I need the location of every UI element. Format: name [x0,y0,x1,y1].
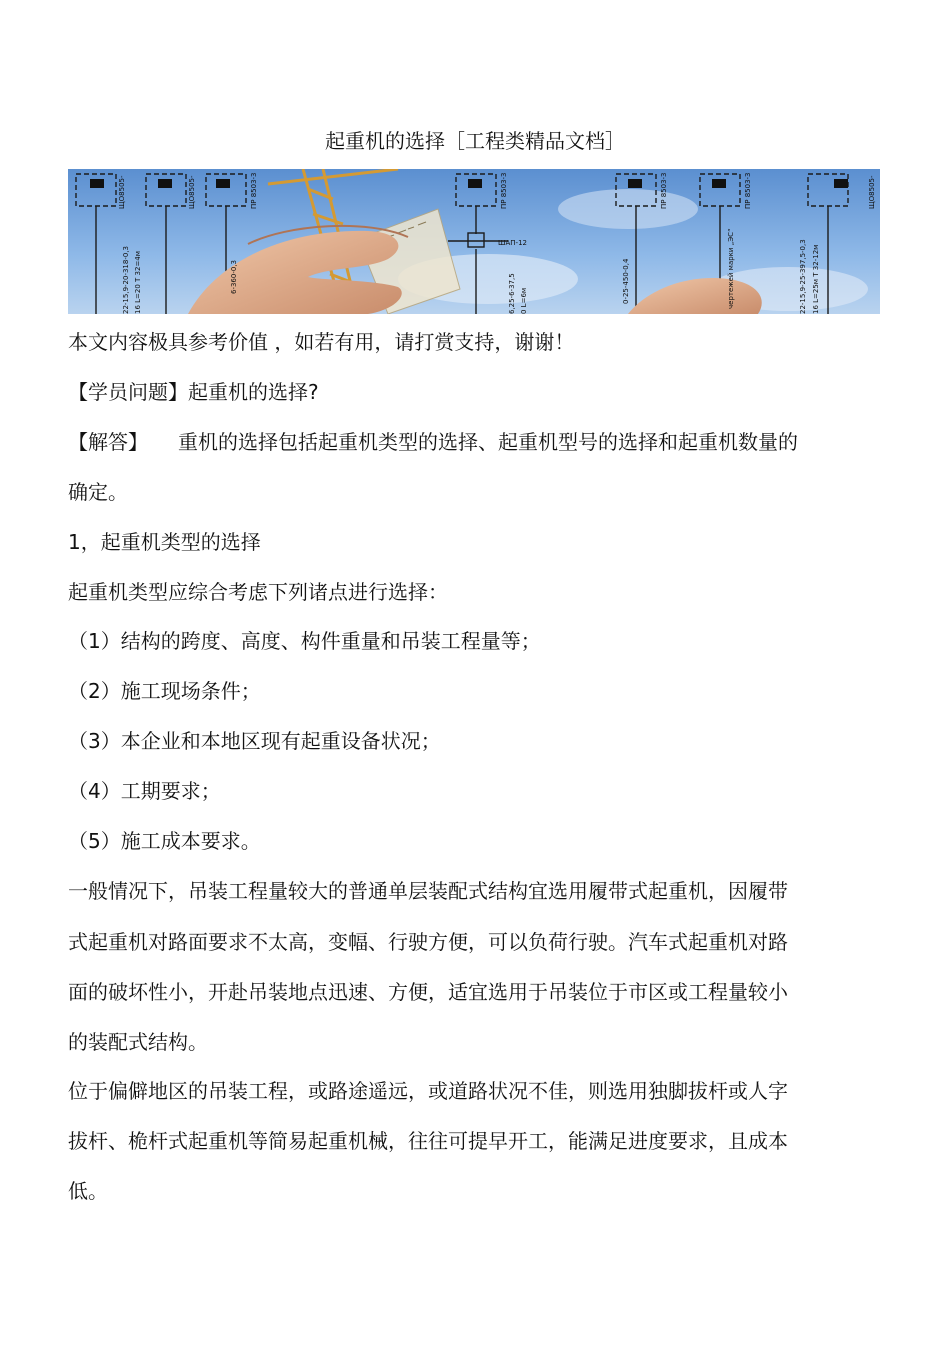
list-item: （5）施工成本要求。 [68,829,261,853]
banner-label: ШАП-12 [498,239,527,247]
list-item: （4）工期要求； [68,779,221,803]
banner-cable-label: 6,25-6-37,5 [508,273,516,314]
paragraph-line: 的装配式结构。 [68,1030,208,1054]
notice-text: 本文内容极具参考价值 ，如若有用，请打赏支持，谢谢！ [68,330,575,354]
banner-label: ПР 8503-3 [250,172,258,209]
paragraph-line: 拔杆、桅杆式起重机等简易起重机械，往往可提早开工，能满足进度要求，且成本 [68,1129,788,1153]
list-item: （2）施工现场条件； [68,679,261,703]
banner-cable-label: 22-15,9-20-318-0,3 [122,246,130,314]
section-heading: 1，起重机类型的选择 [68,530,261,554]
banner-cable-label: 16 L=20 T 32=4м [134,250,142,314]
banner-cable-label: 0-25-450-0,4 [622,258,630,304]
paragraph-line: 位于偏僻地区的吊装工程，或路途遥远，或道路状况不佳，则选用独脚拔杆或人字 [68,1079,788,1103]
paragraph-line: 一般情况下，吊装工程量较大的普通单层装配式结构宜选用履带式起重机，因履带 [68,879,788,903]
banner-cable-label: 6-360-0,3 [230,260,238,294]
answer-line [68,427,798,457]
banner-label: ЩО8505- [118,175,126,209]
answer-text: 重机的选择包括起重机类型的选择、起重机型号的选择和起重机数量的 [178,430,798,454]
list-item: （3）本企业和本地区现有起重设备状况； [68,729,441,753]
intro-text: 起重机类型应综合考虑下列诸点进行选择： [68,580,448,604]
paragraph-line: 低。 [68,1179,108,1203]
banner-cable-label: чертежей марки „ЭС“ [727,228,735,309]
question-text: 【学员问题】起重机的选择? [68,380,319,404]
banner-cable-label: 0 L=6м [520,287,528,314]
banner-label: ПР 8503-3 [500,172,508,209]
banner-label: ЩО8505- [868,175,876,209]
answer-label: 【解答】 [68,430,148,454]
document-title: 起重机的选择［工程类精品文档］ [325,129,625,153]
banner-cable-label: 22-15,9-25-397,5-0,3 [799,239,807,314]
banner-cable-label: 16 L=25м T 32-12м [812,244,820,314]
paragraph-line: 式起重机对路面要求不太高，变幅、行驶方便，可以负荷行驶。汽车式起重机对路 [68,930,788,954]
paragraph-line: 面的破坏性小，开赴吊装地点迅速、方便，适宜选用于吊装位于市区或工程量较小 [68,980,788,1004]
banner-label: ЩО8505- [188,175,196,209]
header-banner-image [68,169,880,314]
answer-continuation: 确定。 [68,480,128,504]
banner-label: ПР 8503-3 [744,172,752,209]
list-item: （1）结构的跨度、高度、构件重量和吊装工程量等； [68,629,541,653]
banner-label: ПР 8503-3 [660,172,668,209]
